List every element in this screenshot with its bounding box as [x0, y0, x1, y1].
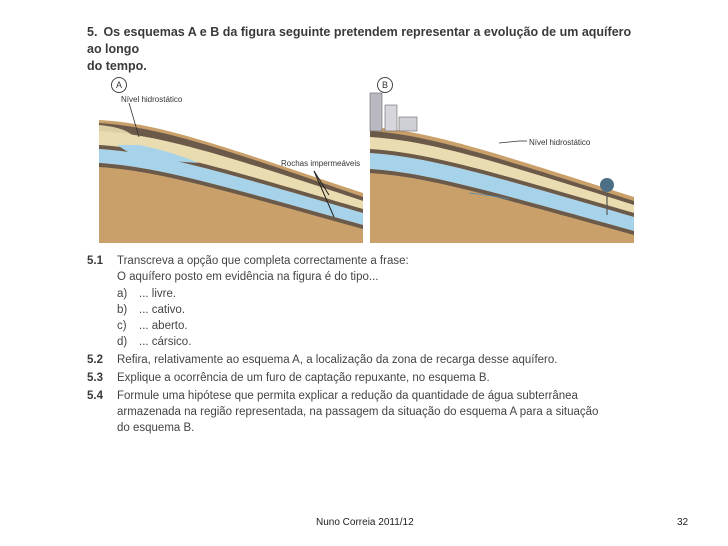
- option-text: ... cársico.: [139, 336, 192, 348]
- rochas-label: Rochas impermeáveis: [281, 159, 361, 168]
- item-text: Transcreva a opção que completa correctamente a frase:: [117, 255, 409, 267]
- option-letter: c): [117, 320, 127, 332]
- item-number: 5.4: [87, 390, 103, 402]
- nivel-label-a: Nível hidrostático: [121, 95, 183, 104]
- building-medium: [385, 105, 397, 131]
- item-text: do esquema B.: [117, 422, 195, 434]
- item-text: armazenada na região representada, na passagem da situação do esquema A para a situação: [117, 406, 599, 418]
- question-text-line1: Os esquemas A e B da figura seguinte pretendem representar a evolução de um aquífero ao longo: [87, 25, 632, 56]
- item-text: Refira, relativamente ao esquema A, a localização da zona de recarga desse aquífero.: [117, 354, 558, 366]
- footer-page-number: 32: [677, 517, 689, 528]
- footer-author: Nuno Correia 2011/12: [316, 517, 414, 528]
- option-b: [117, 304, 185, 316]
- option-a: [117, 288, 176, 300]
- option-c: [117, 320, 188, 332]
- figure-label-b: B: [377, 77, 393, 93]
- item-text: Explique a ocorrência de um furo de captação repuxante, no esquema B.: [117, 372, 490, 384]
- option-letter: a): [117, 288, 128, 300]
- option-letter: d): [117, 336, 128, 348]
- question-number: 5.: [87, 25, 98, 39]
- item-text: O aquífero posto em evidência na figura é do tipo...: [117, 271, 379, 283]
- building-small: [399, 117, 417, 131]
- option-d: [117, 336, 191, 348]
- item-number: 5.3: [87, 372, 103, 384]
- item-number: 5.1: [87, 255, 103, 267]
- nivel-label-b: Nível hidrostático: [529, 138, 591, 147]
- option-text: ... aberto.: [139, 320, 188, 332]
- figure-label-a: A: [111, 77, 127, 93]
- water-jet: [600, 178, 614, 192]
- building-tall: [370, 93, 382, 131]
- question-text-line2: do tempo.: [87, 59, 147, 73]
- option-letter: b): [117, 304, 128, 316]
- aquifer-figure: [99, 75, 634, 243]
- option-text: ... livre.: [139, 288, 177, 300]
- item-number: 5.2: [87, 354, 103, 366]
- option-text: ... cativo.: [139, 304, 186, 316]
- item-text: Formule uma hipótese que permita explicar a redução da quantidade de água subterrânea: [117, 390, 578, 402]
- question-header: [87, 24, 647, 75]
